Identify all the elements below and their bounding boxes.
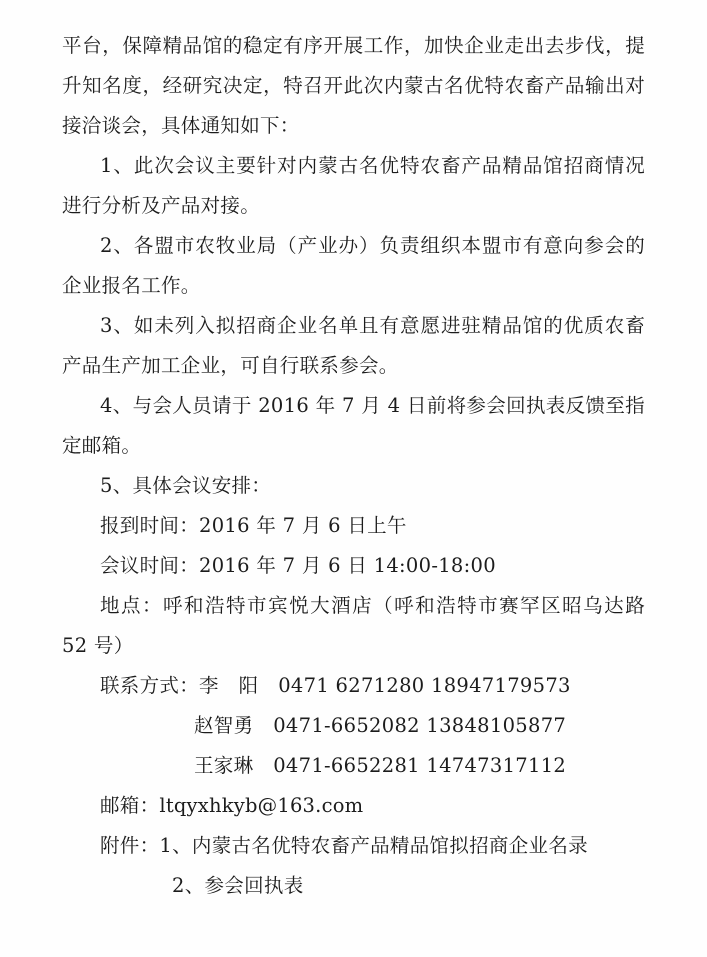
- contact-block: [62, 666, 645, 786]
- attachment-1: 1、内蒙古名优特农畜产品精品馆拟招商企业名录: [159, 834, 588, 857]
- intro-paragraph: 平台，保障精品馆的稳定有序开展工作，加快企业走出去步伐，提升知名度，经研究决定，特召开此次内蒙古名优特农畜产品输出对接洽谈会，具体通知如下：: [62, 34, 645, 137]
- contact-label: 联系方式：: [100, 674, 200, 697]
- attachment-row-2: 2、参会回执表: [172, 874, 304, 897]
- attachments-label: 附件：: [100, 834, 160, 857]
- contact-row-1: [62, 666, 645, 706]
- registration-time: 报到时间：2016 年 7 月 6 日上午: [100, 514, 407, 537]
- email-value: ltqyxhkyb@163.com: [159, 794, 364, 817]
- venue: 地点：呼和浩特市宾悦大酒店（呼和浩特市赛罕区昭乌达路 52 号）: [62, 594, 645, 657]
- contact-row-2: 赵智勇 0471-6652082 13848105877: [194, 714, 567, 737]
- item-3: 3、如未列入拟招商企业名单且有意愿进驻精品馆的优质农畜产品生产加工企业，可自行联系参会。: [62, 314, 645, 377]
- attachment-row-1: [62, 826, 645, 866]
- email-label: 邮箱：: [100, 794, 160, 817]
- document-body: [62, 26, 645, 906]
- contact-li-yang: 李 阳 0471 6271280 18947179573: [199, 674, 571, 697]
- meeting-time: 会议时间：2016 年 7 月 6 日 14:00-18:00: [100, 554, 496, 577]
- email-row: [62, 786, 645, 826]
- item-2: 2、各盟市农牧业局（产业办）负责组织本盟市有意向参会的企业报名工作。: [62, 234, 645, 297]
- item-4: 4、与会人员请于 2016 年 7 月 4 日前将参会回执表反馈至指定邮箱。: [62, 394, 645, 457]
- contact-row-3: 王家琳 0471-6652281 14747317112: [194, 754, 567, 777]
- item-1: 1、此次会议主要针对内蒙古名优特农畜产品精品馆招商情况进行分析及产品对接。: [62, 154, 645, 217]
- item-5: 5、具体会议安排：: [100, 474, 272, 497]
